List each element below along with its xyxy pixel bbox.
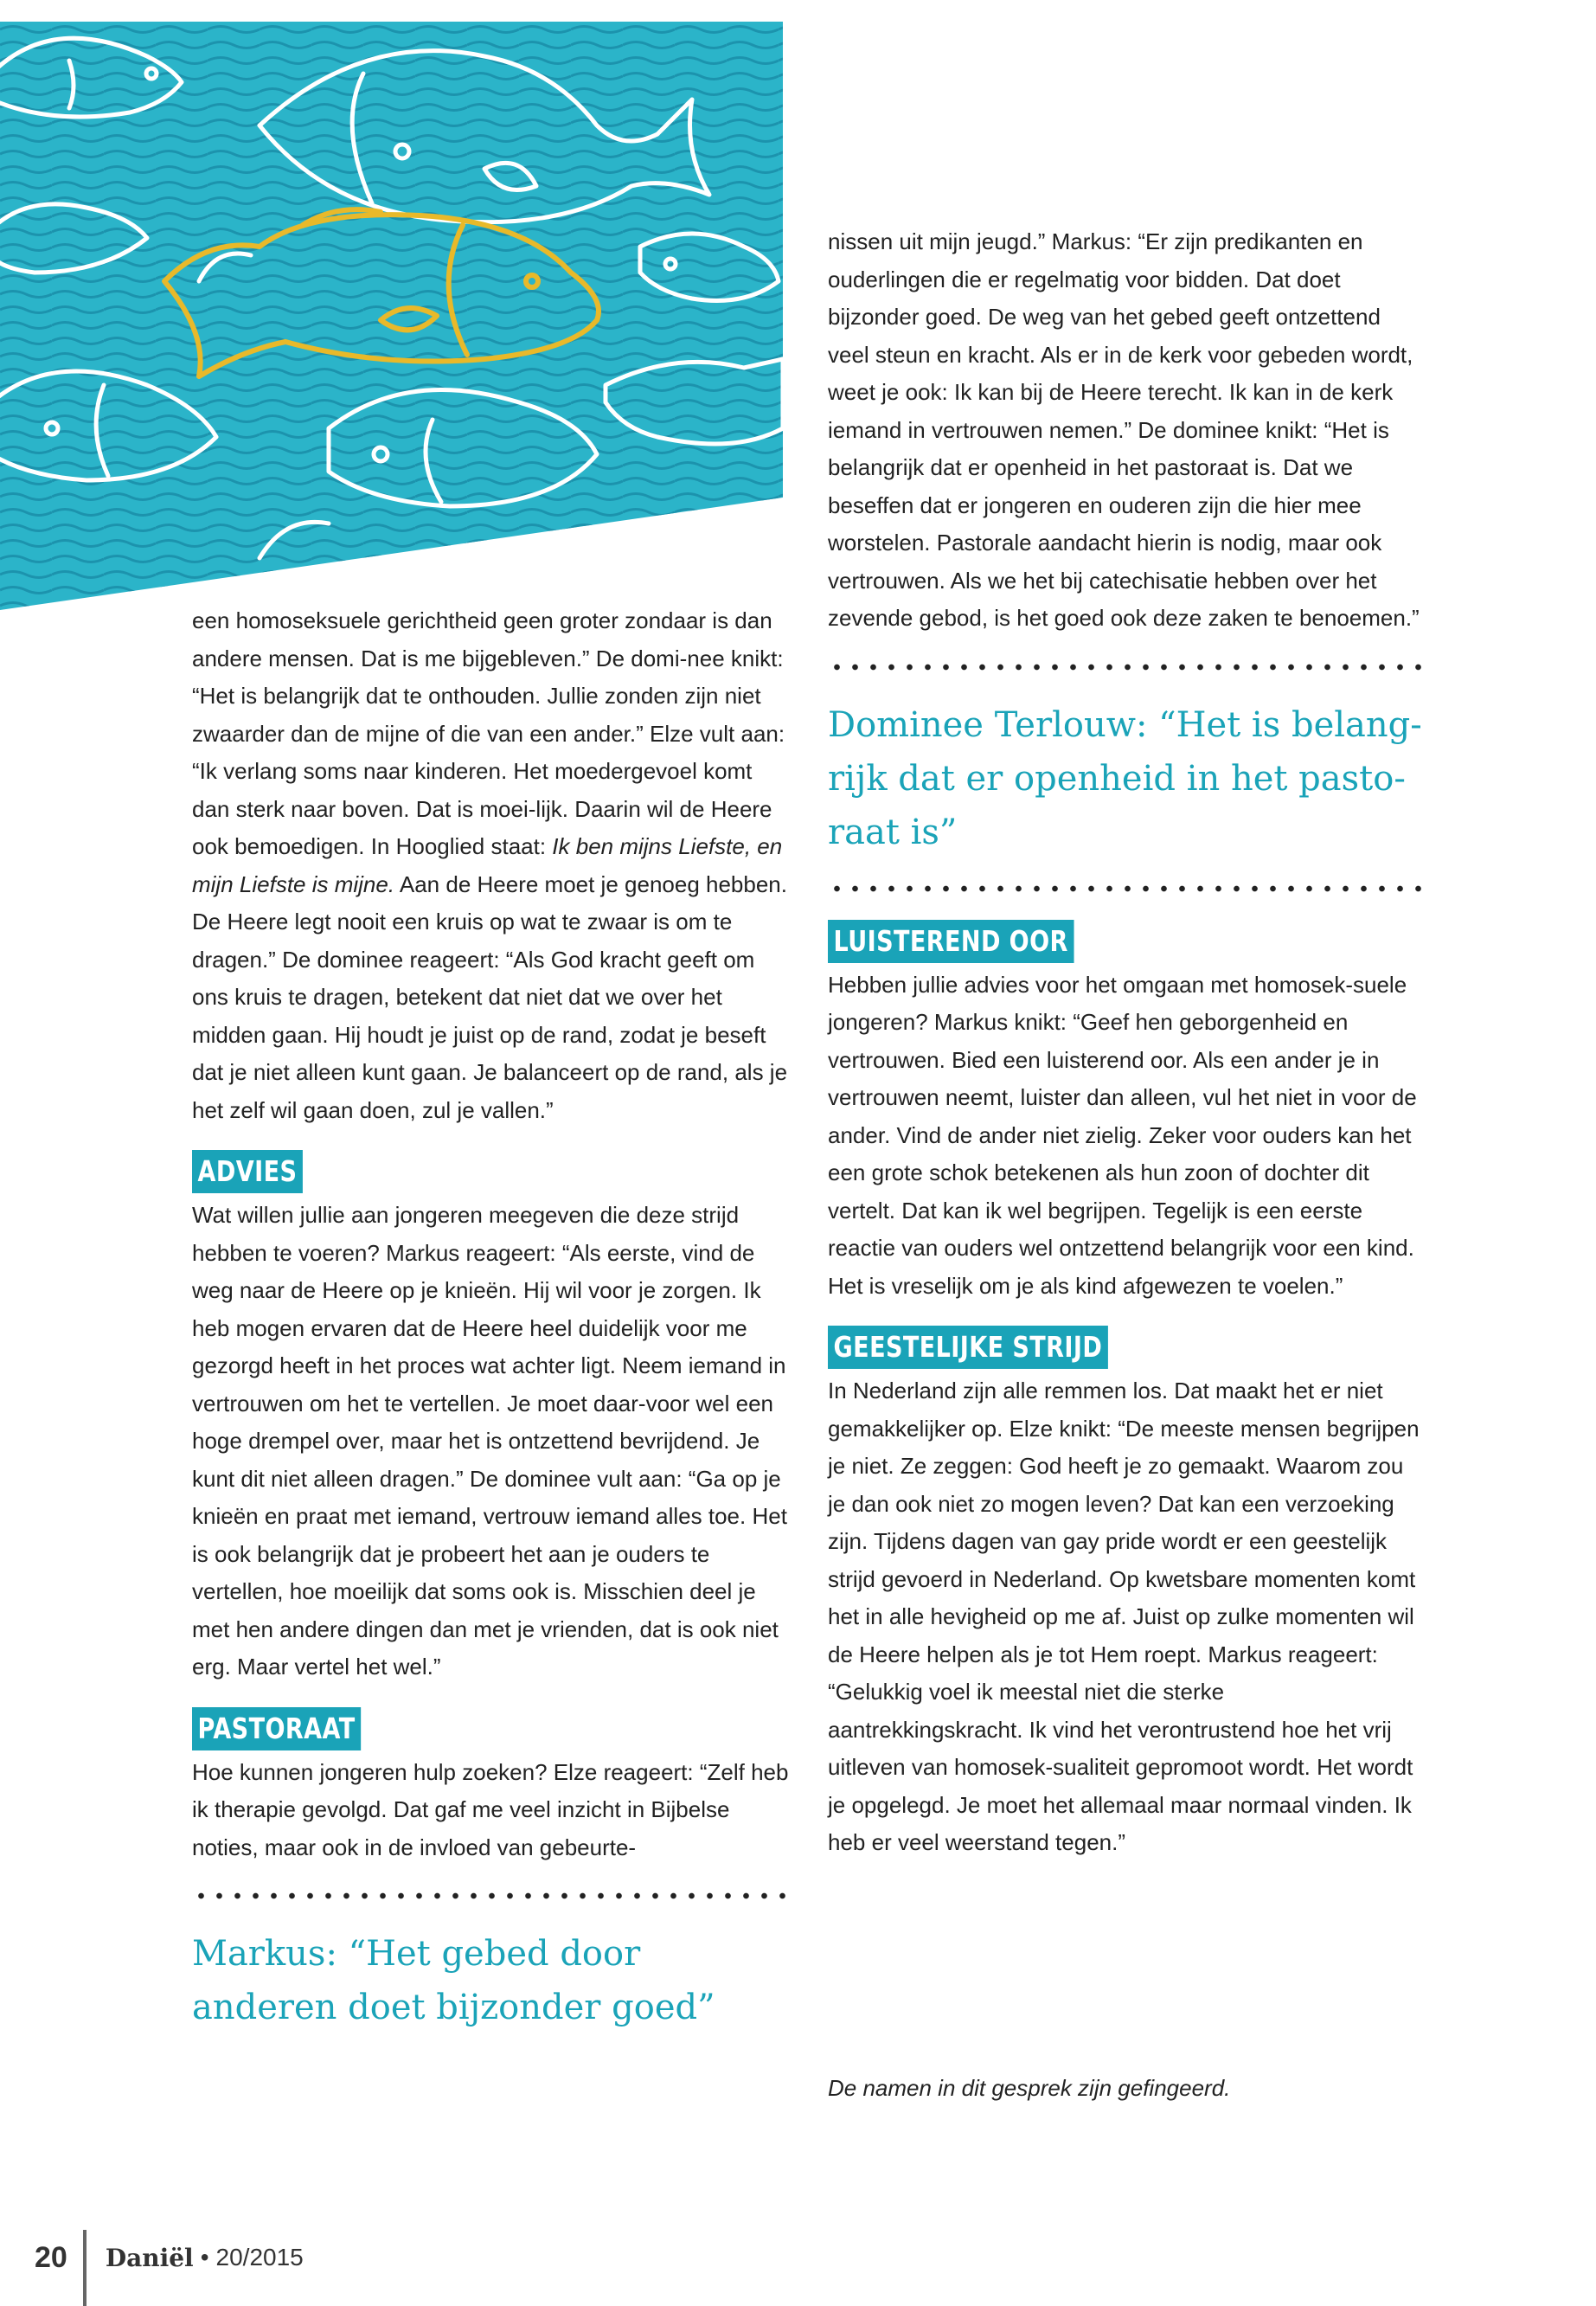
luisterend-paragraph: Hebben jullie advies voor het omgaan met homosek-suele jongeren? Markus knikt: “Geef hen geborgenheid en vertrouwen. Bied een luisterend oor. Als een ander je in vertrouwen neemt, luister dan alleen, vul het niet in voor de ander. Vind de ander niet zielig. Zeker voor ouders kan het een grote schok betekenen als hun zoon of dochter dit vertelt. Dat kan ik wel begrijpen. Tegelijk is een eerste reactie van ouders wel ontzettend belangrijk voor een kind. Het is vreselijk om je als kind afgewezen te voelen.” <box>828 971 1417 1299</box>
footer-divider <box>83 2230 87 2306</box>
issue-number: 20/2015 <box>215 2244 304 2271</box>
page-footer <box>35 2219 304 2296</box>
heading-pastoraat: PASTORAAT <box>192 1707 361 1750</box>
heading-advies: ADVIES <box>192 1150 303 1193</box>
pull-quote-terlouw: Dominee Terlouw: “Het is belang-rijk dat er openheid in het pasto-raat is” <box>828 704 1422 852</box>
page-number: 20 <box>35 2240 67 2274</box>
advies-paragraph: Wat willen jullie aan jongeren meegeven die deze strijd hebben te voeren? Markus reageert: “Als eerste, vind de weg naar de Heere op je knieën. Hij wil voor je zorgen. Ik heb mogen ervaren dat de Heere heel duidelijk voor me gezorgd heeft in het proces wat achter ligt. Neem iemand in vertrouwen om het te vertellen. Je moet daar-voor wel een hoge drempel over, maar het is ontzettend bevrijdend. Je kunt dit niet alleen dragen.” De dominee vult aan: “Ga op je knieën en praat met iemand, vertrouw iemand alles toe. Het is ook belangrijk dat je probeert het aan je ouders te vertellen, hoe moeilijk dat soms ook is. Misschien deel je met hen andere dingen dan met je vrienden, dat is ook niet erg. Maar vertel het wel.” <box>192 1202 787 1680</box>
heading-geestelijke-strijd: GEESTELIJKE STRIJD <box>828 1326 1108 1369</box>
pastoraat-paragraph: Hoe kunnen jongeren hulp zoeken? Elze reageert: “Zelf heb ik therapie gevolgd. Dat gaf me veel inzicht in Bijbelse noties, maar ook in de invloed van gebeurte- <box>192 1758 789 1860</box>
strijd-paragraph: In Nederland zijn alle remmen los. Dat maakt het er niet gemakkelijker op. Elze knikt: “De meeste mensen begrijpen je niet. Ze zeggen: God heeft je zo gemaakt. Waarom zou je dan ook niet zo mogen leven? Dat kan een verzoeking zijn. Tijdens dagen van gay pride wordt er een geestelijk strijd gevoerd in Nederland. Op kwetsbare momenten komt het in alle hevigheid op me af. Juist op zulke momenten wil de Heere helpen als je tot Hem roept. Markus reageert: “Gelukkig voel ik meestal niet die sterke aantrekkingskracht. Ik vind het verontrustend hoe het vrij uitleven van homosek-sualiteit gepromoot wordt. Het wordt je opgelegd. Je moet het allemaal maar normaal vinden. Ik heb er veel weerstand tegen.” <box>828 1378 1420 1855</box>
heading-luisterend-oor: LUISTEREND OOR <box>828 920 1074 963</box>
dotted-divider <box>192 1892 789 1899</box>
magazine-title: Daniël <box>105 2243 194 2272</box>
left-column <box>192 602 789 2034</box>
dotted-divider <box>828 885 1425 892</box>
names-note: De namen in dit gesprek zijn gefingeerd. <box>828 2075 1231 2101</box>
fish-illustration <box>0 22 783 610</box>
right-column <box>828 223 1425 1862</box>
issue-separator: • <box>200 2244 209 2271</box>
dotted-divider <box>828 664 1425 671</box>
pull-quote-markus: Markus: “Het gebed door anderen doet bijzonder goed” <box>192 1934 715 2027</box>
right-intro-paragraph: nissen uit mijn jeugd.” Markus: “Er zijn predikanten en ouderlingen die er regelmatig voor bidden. Dat doet bijzonder goed. De weg van het gebed geeft ontzettend veel steun en kracht. Als er in de kerk voor gebeden wordt, weet je ook: Ik kan bij de Heere terecht. Ik kan in de kerk iemand in vertrouwen nemen.” De dominee knikt: “Het is belangrijk dat er openheid in het pastoraat is. Dat we beseffen dat er jongeren en ouderen zijn die hier mee worstelen. Pastorale aandacht hierin is nodig, maar ook vertrouwen. Als we het bij catechisatie hebben over het zevende gebod, is het goed ook deze zaken te benoemen.” <box>828 228 1420 631</box>
left-intro-paragraph: een homoseksuele gerichtheid geen groter zondaar is dan andere mensen. Dat is me bijgebleven.” De domi-nee knikt: “Het is belangrijk dat te onthouden. Jullie zonden zijn niet zwaarder dan de mijne of die van een ander.” Elze vult aan: “Ik verlang soms naar kinderen. Het moedergevoel komt dan sterk naar boven. Dat is moei-lijk. Daarin wil de Heere ook bemoedigen. In Hooglied staat: Ik ben mijns Liefste, en mijn Liefste is mijne. Aan de Heere moet je genoeg hebben. De Heere legt nooit een kruis op wat te zwaar is om te dragen.” De dominee reageert: “Als God kracht geeft om ons kruis te dragen, betekent dat niet dat we over het midden gaan. Hij houdt je juist op de rand, zodat je beseft dat je niet alleen kunt gaan. Je balanceert op de rand, als je het zelf wil gaan doen, zul je vallen.” <box>192 607 788 1123</box>
